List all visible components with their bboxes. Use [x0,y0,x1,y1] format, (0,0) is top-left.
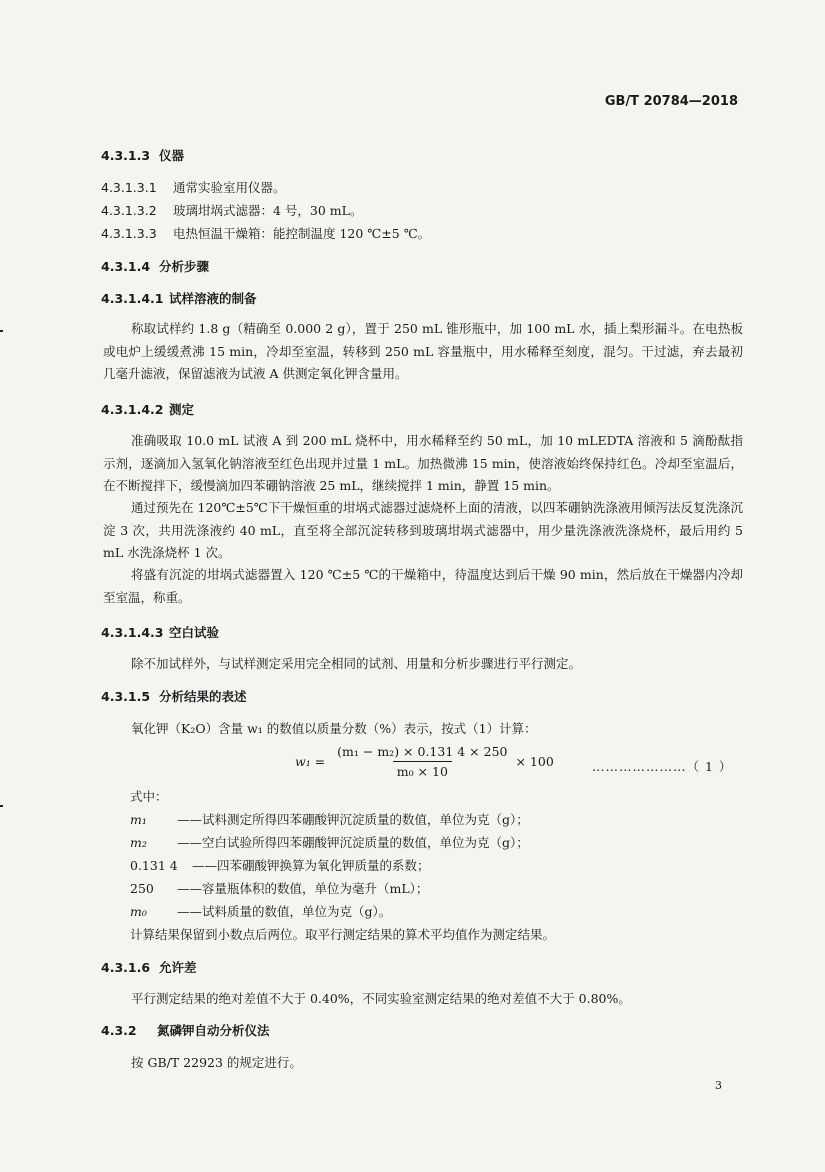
heading-4.3.1.3 [101,146,184,164]
section-title: 分析结果的表述 [159,689,247,704]
where-item-coefficient [130,856,430,874]
section-title: 分析步骤 [159,259,210,274]
where-symbol: 250 [130,881,154,896]
section-title: 允许差 [159,960,197,975]
section-number: 4.3.1.4.1 [101,291,164,306]
page-number: 3 [715,1079,722,1092]
paragraph-auto-analyzer: 按 GB/T 22923 的规定进行。 [131,1055,302,1070]
section-number: 4.3.1.4.3 [101,625,164,640]
where-item-m1 [130,810,529,828]
heading-4.3.2 [101,1021,270,1039]
where-description: ——容量瓶体积的数值，单位为毫升（mL）； [177,881,429,896]
standard-code: GB/T 20784—2018 [604,94,738,109]
heading-4.3.1.4.1 [101,289,257,307]
where-label: 式中： [130,789,168,804]
item-text: 电热恒温干燥箱：能控制温度 120 ℃±5 ℃。 [173,226,431,241]
item-4.3.1.3.3 [101,224,430,242]
paragraph-blank-test: 除不加试样外，与试样测定采用完全相同的试剂、用量和分析步骤进行平行测定。 [131,656,582,671]
section-title: 测定 [169,402,195,417]
section-title: 仪器 [159,148,185,163]
where-symbol: m₁ [130,812,147,827]
item-number: 4.3.1.3.2 [101,203,157,218]
where-symbol: m₂ [130,835,147,850]
formula-lhs: w₁ = [295,754,326,769]
section-title: 氮磷钾自动分析仪法 [157,1023,270,1038]
where-item-250 [130,879,428,897]
paragraph-sample-preparation: 称取试样约 1.8 g（精确至 0.000 2 g），置于 250 mL 锥形瓶中，加 100 mL 水，插上梨形漏斗。在电热板或电炉上缓缓煮沸 15 min，冷却至室温，转移到 250 mL 容量瓶中，用水稀释至刻度，混匀。干过滤，弃去最初几毫升滤液，保留滤液为试液 A 供测定氧化钾含量用。 [103,321,743,381]
formula-1 [295,744,554,779]
item-4.3.1.3.1 [101,178,286,196]
formula-tail: × 100 [515,754,554,769]
scan-mark [0,805,3,807]
heading-4.3.1.6 [101,958,197,976]
where-item-m0 [130,902,391,920]
heading-4.3.1.5 [101,687,247,705]
paragraph-result-expression: 氧化钾（K₂O）含量 w₁ 的数值以质量分数（%）表示，按式（1）计算： [131,721,537,736]
section-number: 4.3.1.4.2 [101,402,164,417]
paragraph-determination-3: 将盛有沉淀的坩埚式滤器置入 120 ℃±5 ℃的干燥箱中，待温度达到后干燥 90 min，然后放在干燥器内冷却至室温，称重。 [103,567,743,605]
equation-number: …………………（ 1 ） [592,759,733,774]
section-title: 试样溶液的制备 [169,291,257,306]
heading-4.3.1.4 [101,257,209,275]
where-item-m2 [130,833,529,851]
formula-numerator: (m₁ − m₂) × 0.131 4 × 250 [337,744,508,759]
item-text: 玻璃坩埚式滤器：4 号，30 mL。 [173,203,363,218]
heading-4.3.1.4.3 [101,623,219,641]
item-number: 4.3.1.3.3 [101,226,157,241]
paragraph-determination-2: 通过预先在 120℃±5℃下干燥恒重的坩埚式滤器过滤烧杯上面的清液，以四苯硼钠洗涤液用倾泻法反复洗涤沉淀 3 次，共用洗涤液约 40 mL，直至将全部沉淀转移到玻璃坩埚式滤器中，用少量洗涤液洗涤烧杯，最后用约 5 mL 水洗涤烧杯 1 次。 [103,500,743,560]
where-description: ——空白试验所得四苯硼酸钾沉淀质量的数值，单位为克（g）； [177,835,529,850]
item-4.3.1.3.2 [101,201,362,219]
where-symbol: 0.131 4 [130,858,178,873]
item-text: 通常实验室用仪器。 [173,180,286,195]
paragraph-tolerance: 平行测定结果的绝对差值不大于 0.40%，不同实验室测定结果的绝对差值不大于 0.80%。 [131,991,631,1006]
where-description: ——试料测定所得四苯硼酸钾沉淀质量的数值，单位为克（g）； [177,812,529,827]
where-description: ——试料质量的数值，单位为克（g）。 [177,904,392,919]
paragraph-result-rounding: 计算结果保留到小数点后两位。取平行测定结果的算术平均值作为测定结果。 [130,927,556,942]
section-number: 4.3.1.5 [101,689,151,704]
heading-4.3.1.4.2 [101,400,194,418]
where-symbol: m₀ [130,904,147,919]
formula-fraction [333,744,511,779]
item-number: 4.3.1.3.1 [101,180,157,195]
where-description: ——四苯硼酸钾换算为氧化钾质量的系数； [192,858,430,873]
scan-mark [0,330,3,332]
section-number: 4.3.2 [101,1023,137,1038]
section-number: 4.3.1.6 [101,960,151,975]
formula-denominator: m₀ × 10 [393,761,452,779]
paragraph-determination-1: 准确吸取 10.0 mL 试液 A 到 200 mL 烧杯中，用水稀释至约 50 mL，加 10 mLEDTA 溶液和 5 滴酚酞指示剂，逐滴加入氢氧化钠溶液至红色出现并过量 1 mL。加热微沸 15 min，使溶液始终保持红色。冷却至室温后，在不断搅拌下，缓慢滴加四苯硼钠溶液 25 mL，继续搅拌 1 min，静置 15 min。 [103,433,743,493]
section-title: 空白试验 [169,625,220,640]
section-number: 4.3.1.4 [101,259,151,274]
section-number: 4.3.1.3 [101,148,151,163]
